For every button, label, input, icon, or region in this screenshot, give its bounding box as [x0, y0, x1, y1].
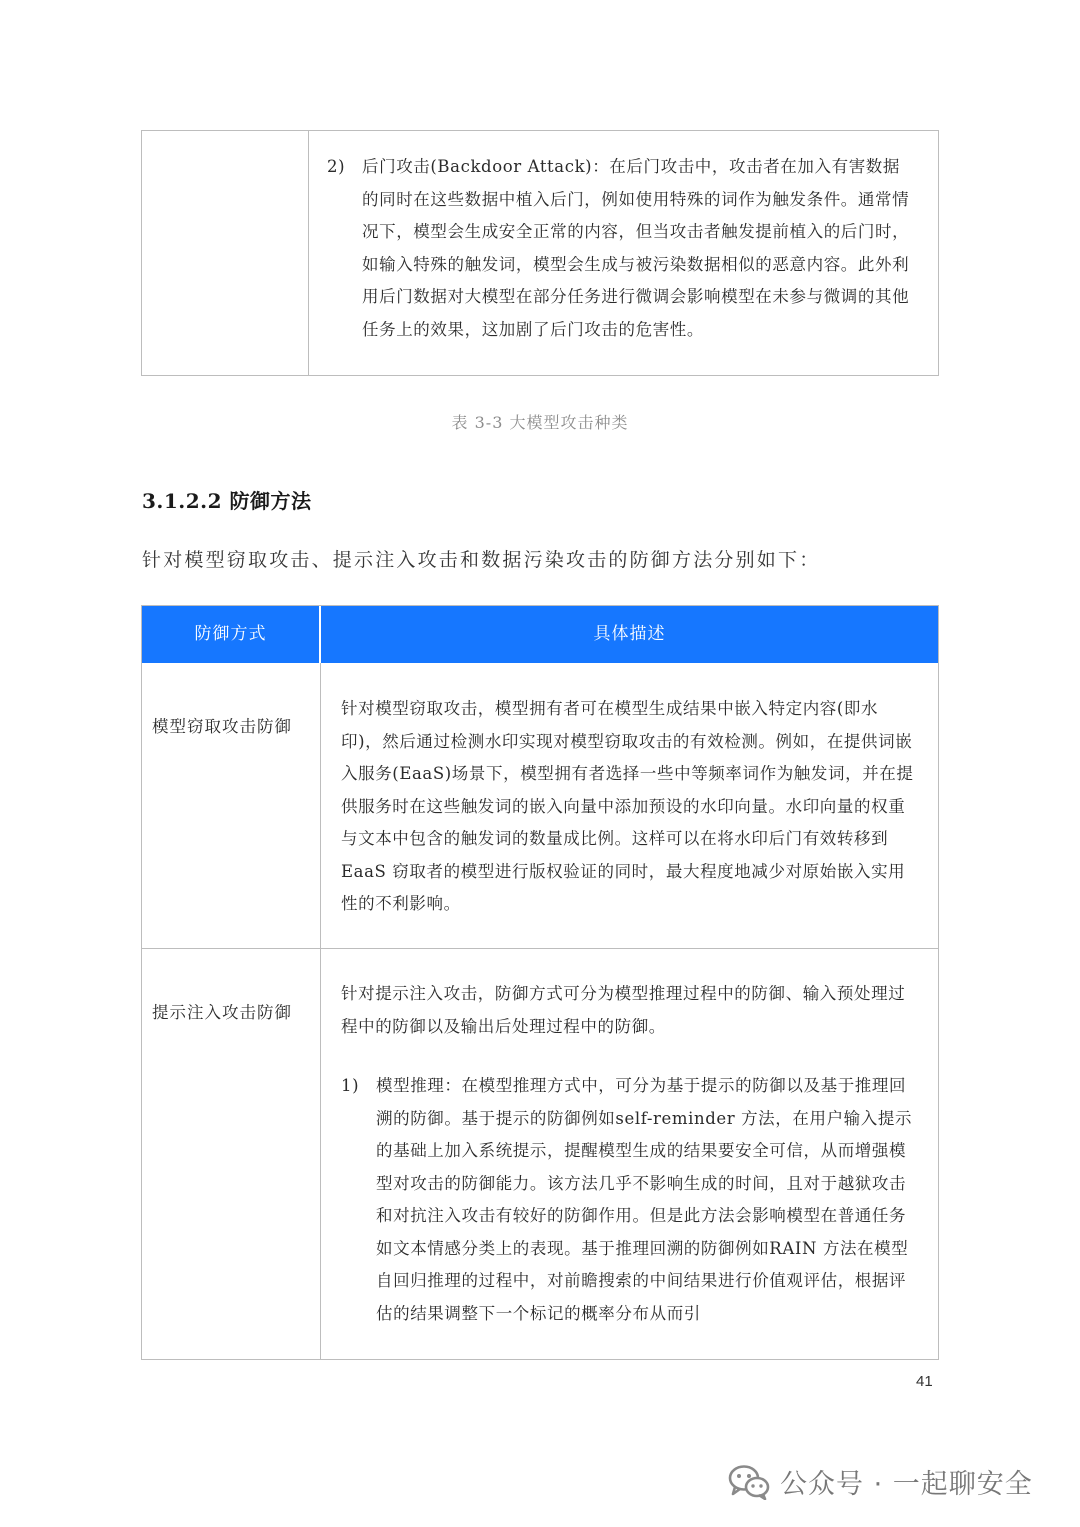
table-header	[142, 606, 938, 663]
table-left-cell	[142, 131, 309, 375]
column-divider	[320, 663, 321, 1359]
section-intro: 针对模型窃取攻击、提示注入攻击和数据污染攻击的防御方法分别如下：	[142, 549, 821, 571]
list-item-backdoor	[327, 151, 917, 346]
row-desc-prompt-injection	[341, 978, 916, 1330]
header-cell-description: 具体描述	[593, 624, 666, 644]
row-label-model-theft: 模型窃取攻击防御	[152, 717, 292, 736]
watermark-text: 公众号 · 一起聊安全	[780, 1469, 1033, 1500]
table-caption: 表 3-3 大模型攻击种类	[451, 413, 629, 432]
desc-paragraph: 针对模型窃取攻击，模型拥有者可在模型生成结果中嵌入特定内容(即水印)，然后通过检测水印实现对模型窃取攻击的有效检测。例如，在提供词嵌入服务(EaaS)场景下，模型拥有者选择一些中等频率词作为触发词，并在提供服务时在这些触发词的嵌入向量中添加预设的水印向量。水印向量的权重与文本中包含的触发词的数量成比例。这样可以在将水印后门有效转移到EaaS 窃取者的模型进行版权验证的同时，最大程度地减少对原始嵌入实用性的不利影响。	[341, 699, 914, 913]
desc-paragraph: 针对提示注入攻击，防御方式可分为模型推理过程中的防御、输入预处理过程中的防御以及输出后处理过程中的防御。	[341, 984, 906, 1036]
attack-types-table-continuation	[141, 130, 939, 376]
row-label-prompt-injection: 提示注入攻击防御	[152, 1003, 292, 1022]
watermark	[728, 1462, 1033, 1501]
section-heading: 3.1.2.2 防御方法	[142, 489, 312, 513]
header-cell-method: 防御方式	[142, 606, 321, 663]
row-desc-model-theft	[341, 693, 916, 921]
list-item-text: 后门攻击(Backdoor Attack)：在后门攻击中，攻击者在加入有害数据的同时在这些数据中植入后门，例如使用特殊的词作为触发条件。通常情况下，模型会生成安全正常的内容，但当攻击者触发提前植入的后门时，如输入特殊的触发词，模型会生成与被污染数据相似的恶意内容。此外利用后门数据对大模型在部分任务进行微调会影响模型在未参与微调的其他任务上的效果，这加剧了后门攻击的危害性。	[362, 157, 910, 339]
list-item-number: 2)	[327, 157, 346, 176]
row-divider	[142, 948, 938, 949]
page-number: 41	[916, 1373, 933, 1390]
list-item-text: 模型推理：在模型推理方式中，可分为基于提示的防御以及基于推理回溯的防御。基于提示的防御例如self-reminder 方法，在用户输入提示的基础上加入系统提示，提醒模型生成的结果要安全可信，从而增强模型对攻击的防御能力。该方法几乎不影响生成的时间，且对于越狱攻击和对抗注入攻击有较好的防御作用。但是此方法会影响模型在普通任务如文本情感分类上的表现。基于推理回溯的防御例如RAIN 方法在模型自回归推理的过程中，对前瞻搜索的中间结果进行价值观评估，根据评估的结果调整下一个标记的概率分布从而引	[376, 1076, 913, 1323]
list-item-number: 1)	[341, 1076, 360, 1095]
table-right-cell	[327, 151, 917, 346]
wechat-icon	[728, 1464, 770, 1500]
defense-methods-table	[141, 605, 939, 1360]
list-item-model-inference	[341, 1070, 916, 1330]
